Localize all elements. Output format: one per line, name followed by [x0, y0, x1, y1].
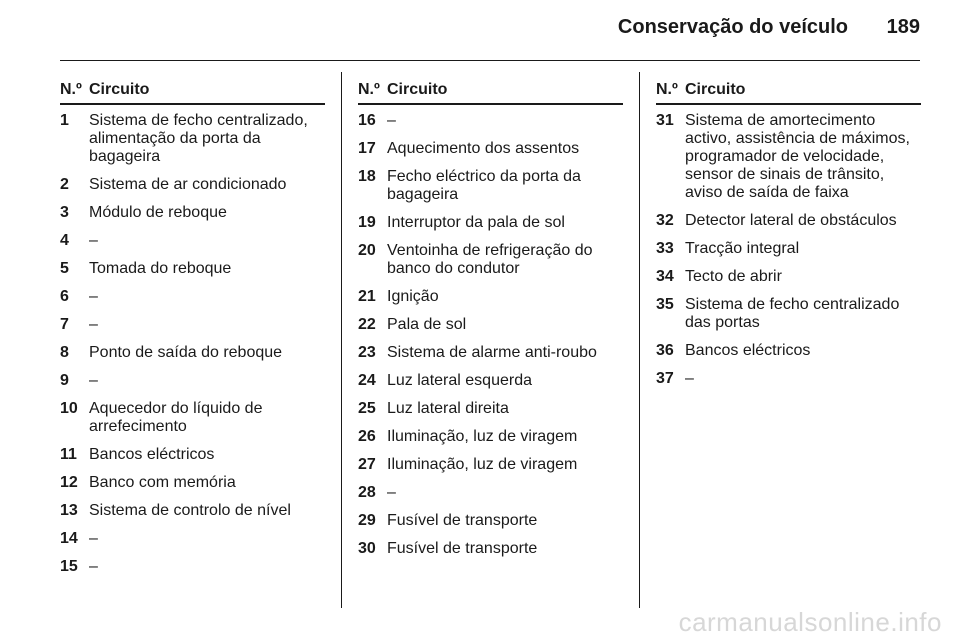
fuse-circuit: Iluminação, luz de viragem [387, 456, 578, 473]
fuse-list [60, 112, 325, 576]
fuse-circuit: Interruptor da pala de sol [387, 214, 565, 231]
fuse-circuit: Ventoinha de refrigeração do banco do condutor [387, 242, 593, 277]
fuse-circuit: – [387, 112, 396, 129]
fuse-row [358, 428, 623, 446]
page-number: 189 [886, 16, 920, 38]
fuse-circuit: Sistema de alarme anti-roubo [387, 344, 597, 361]
fuse-number: 16 [358, 112, 376, 129]
fuse-number: 5 [60, 260, 69, 277]
fuse-row [656, 112, 921, 202]
fuse-number: 25 [358, 400, 376, 417]
fuse-circuit: Sistema de controlo de nível [89, 502, 291, 519]
column-header-circuit: Circuito [89, 81, 150, 98]
fuse-row [656, 296, 921, 332]
column-divider [341, 72, 342, 608]
fuse-circuit: – [89, 288, 98, 305]
fuse-circuit: Iluminação, luz de viragem [387, 428, 578, 445]
fuse-row [358, 140, 623, 158]
fuse-circuit: – [89, 316, 98, 333]
fuse-circuit: Banco com memória [89, 474, 236, 491]
fuse-number: 4 [60, 232, 69, 249]
fuse-number: 8 [60, 344, 69, 361]
fuse-row [358, 540, 623, 558]
fuse-circuit: Sistema de fecho centralizado das portas [685, 296, 900, 331]
fuse-row [60, 288, 325, 306]
fuse-circuit: – [89, 372, 98, 389]
fuse-circuit: – [89, 232, 98, 249]
fuse-row [358, 288, 623, 306]
fuse-number: 15 [60, 558, 78, 575]
fuse-row [60, 474, 325, 492]
fuse-list [656, 112, 921, 388]
fuse-circuit: Aquecedor do líquido de arrefecimento [89, 400, 263, 435]
fuse-circuit: Fecho eléctrico da porta da bagageira [387, 168, 581, 203]
fuse-number: 30 [358, 540, 376, 557]
fuse-number: 2 [60, 176, 69, 193]
fuse-circuit: Sistema de fecho centralizado, alimentação da porta da bagageira [89, 112, 308, 165]
fuse-row [60, 502, 325, 520]
fuse-circuit: Bancos eléctricos [89, 446, 215, 463]
fuse-row [60, 344, 325, 362]
table-header [656, 80, 921, 105]
fuse-number: 24 [358, 372, 376, 389]
fuse-number: 26 [358, 428, 376, 445]
fuse-row [358, 372, 623, 390]
fuse-number: 6 [60, 288, 69, 305]
fuse-row [60, 176, 325, 194]
column-header-circuit: Circuito [685, 81, 746, 98]
fuse-circuit: – [685, 370, 694, 387]
fuse-circuit: Sistema de ar condicionado [89, 176, 287, 193]
fuse-number: 22 [358, 316, 376, 333]
fuse-number: 23 [358, 344, 376, 361]
fuse-circuit: Luz lateral direita [387, 400, 509, 417]
fuse-circuit: Ignição [387, 288, 439, 305]
fuse-circuit: – [387, 484, 396, 501]
fuse-number: 27 [358, 456, 376, 473]
fuse-row [358, 242, 623, 278]
fuse-number: 18 [358, 168, 376, 185]
fuse-number: 13 [60, 502, 78, 519]
fuse-number: 37 [656, 370, 674, 387]
fuse-number: 1 [60, 112, 69, 129]
fuse-row [358, 214, 623, 232]
fuse-circuit: Tracção integral [685, 240, 800, 257]
fuse-column-2 [358, 80, 623, 568]
column-header-circuit: Circuito [387, 81, 448, 98]
fuse-circuit: Pala de sol [387, 316, 467, 333]
table-header [358, 80, 623, 105]
fuse-circuit: Fusível de transporte [387, 540, 538, 557]
fuse-list [358, 112, 623, 558]
column-header-number: N.º [358, 81, 380, 98]
fuse-number: 34 [656, 268, 674, 285]
fuse-row [358, 400, 623, 418]
fuse-row [60, 204, 325, 222]
column-header-number: N.º [60, 81, 82, 98]
fuse-row [358, 512, 623, 530]
fuse-row [358, 316, 623, 334]
fuse-number: 20 [358, 242, 376, 259]
fuse-circuit: Sistema de amortecimento activo, assistência de máximos, programador de velocidade, sensor de sinais de trânsito, aviso de saída de faixa [685, 112, 910, 201]
fuse-number: 29 [358, 512, 376, 529]
fuse-number: 31 [656, 112, 674, 129]
fuse-row [60, 316, 325, 334]
page-header [60, 16, 920, 48]
fuse-row [656, 370, 921, 388]
fuse-row [656, 268, 921, 286]
fuse-number: 7 [60, 316, 69, 333]
fuse-circuit: – [89, 558, 98, 575]
fuse-row [60, 558, 325, 576]
fuse-row [358, 456, 623, 474]
fuse-number: 11 [60, 446, 77, 463]
fuse-row [656, 212, 921, 230]
fuse-circuit: Luz lateral esquerda [387, 372, 532, 389]
fuse-row [60, 232, 325, 250]
fuse-number: 32 [656, 212, 674, 229]
fuse-circuit: Detector lateral de obstáculos [685, 212, 897, 229]
fuse-circuit: Tecto de abrir [685, 268, 782, 285]
fuse-row [656, 342, 921, 360]
fuse-circuit: Ponto de saída do reboque [89, 344, 283, 361]
fuse-number: 10 [60, 400, 78, 417]
fuse-row [60, 530, 325, 548]
fuse-circuit: Bancos eléctricos [685, 342, 811, 359]
fuse-number: 35 [656, 296, 674, 313]
fuse-circuit: – [89, 530, 98, 547]
watermark: carmanualsonline.info [678, 607, 942, 637]
fuse-row [60, 446, 325, 464]
fuse-row [60, 400, 325, 436]
fuse-number: 14 [60, 530, 78, 547]
fuse-number: 17 [358, 140, 376, 157]
fuse-number: 9 [60, 372, 69, 389]
fuse-number: 28 [358, 484, 376, 501]
fuse-number: 12 [60, 474, 78, 491]
column-divider [639, 72, 640, 608]
fuse-row [656, 240, 921, 258]
fuse-circuit: Aquecimento dos assentos [387, 140, 580, 157]
fuse-row [60, 260, 325, 278]
fuse-row [60, 112, 325, 166]
fuse-row [358, 344, 623, 362]
fuse-number: 19 [358, 214, 376, 231]
fuse-row [358, 484, 623, 502]
fuse-column-3 [656, 80, 921, 398]
fuse-row [358, 112, 623, 130]
fuse-number: 33 [656, 240, 674, 257]
fuse-number: 21 [358, 288, 376, 305]
fuse-circuit: Tomada do reboque [89, 260, 232, 277]
fuse-circuit: Módulo de reboque [89, 204, 227, 221]
fuse-column-1 [60, 80, 325, 586]
table-header [60, 80, 325, 105]
header-divider [60, 60, 920, 61]
fuse-number: 3 [60, 204, 69, 221]
fuse-row [60, 372, 325, 390]
fuse-circuit: Fusível de transporte [387, 512, 538, 529]
fuse-row [358, 168, 623, 204]
page-title: Conservação do veículo [617, 16, 848, 38]
fuse-number: 36 [656, 342, 674, 359]
column-header-number: N.º [656, 81, 678, 98]
